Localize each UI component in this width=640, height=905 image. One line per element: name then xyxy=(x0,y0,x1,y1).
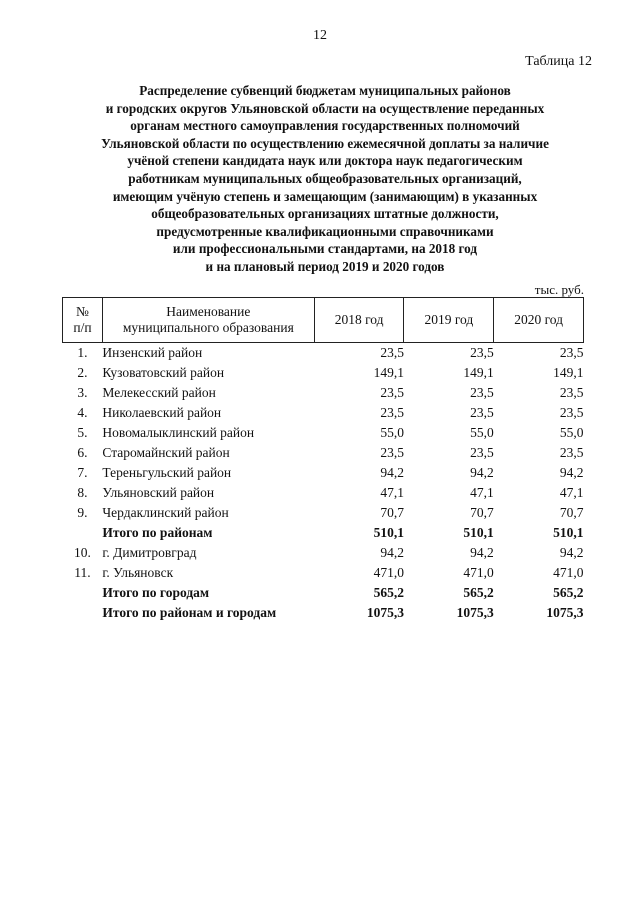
title-line: предусмотренные квалификационными справочниками xyxy=(156,223,494,239)
table-row xyxy=(63,483,584,503)
row-name: Мелекесский район xyxy=(102,385,216,400)
value-2018: 70,7 xyxy=(380,505,404,520)
row-name: г. Димитровград xyxy=(102,545,197,560)
row-name: Чердаклинский район xyxy=(102,505,229,520)
value-2020: 565,2 xyxy=(553,585,584,600)
value-2018: 47,1 xyxy=(380,485,404,500)
row-number: 1. xyxy=(77,345,88,360)
value-2020: 23,5 xyxy=(559,445,584,460)
header-2018: 2018 год xyxy=(314,298,404,343)
total-row xyxy=(63,583,584,603)
table-row xyxy=(63,563,584,583)
table-row xyxy=(63,423,584,443)
value-2018: 23,5 xyxy=(380,345,404,360)
value-2019: 23,5 xyxy=(470,385,494,400)
value-2020: 23,5 xyxy=(559,405,584,420)
value-2019: 471,0 xyxy=(463,565,494,580)
value-2020: 149,1 xyxy=(553,365,584,380)
table-row xyxy=(63,543,584,563)
header-2020: 2020 год xyxy=(494,298,584,343)
title-line: и на плановый период 2019 и 2020 годов xyxy=(205,258,445,274)
row-number: 9. xyxy=(77,505,88,520)
row-name: Новомалыклинский район xyxy=(102,425,255,440)
row-number xyxy=(63,523,103,543)
table-row xyxy=(63,403,584,423)
table-row xyxy=(63,363,584,383)
row-number: 11. xyxy=(74,565,91,580)
value-2019: 565,2 xyxy=(463,585,494,600)
value-2019: 47,1 xyxy=(470,485,494,500)
value-2019: 1075,3 xyxy=(456,605,494,620)
row-number: 4. xyxy=(77,405,88,420)
title-line: учёной степени кандидата наук или доктора наук педагогическим xyxy=(127,153,523,169)
header-2019: 2019 год xyxy=(404,298,494,343)
value-2020: 471,0 xyxy=(553,565,584,580)
value-2018: 94,2 xyxy=(380,465,404,480)
value-2019: 55,0 xyxy=(470,425,494,440)
row-number: 6. xyxy=(77,445,88,460)
table-row xyxy=(63,443,584,463)
value-2019: 23,5 xyxy=(470,445,494,460)
row-name: Кузоватовский район xyxy=(102,365,225,380)
value-2020: 94,2 xyxy=(559,545,584,560)
table-row xyxy=(63,503,584,523)
value-2019: 23,5 xyxy=(470,345,494,360)
value-2020: 47,1 xyxy=(559,485,584,500)
row-name: Инзенский район xyxy=(102,345,203,360)
row-name: Старомайнский район xyxy=(102,445,230,460)
subvention-table xyxy=(62,297,584,623)
row-number: 5. xyxy=(77,425,88,440)
value-2018: 23,5 xyxy=(380,445,404,460)
value-2018: 23,5 xyxy=(380,385,404,400)
header-name: Наименование муниципального образования xyxy=(102,298,314,343)
row-name: Николаевский район xyxy=(102,405,222,420)
row-number: 7. xyxy=(77,465,88,480)
value-2019: 94,2 xyxy=(470,545,494,560)
title-line: или профессиональными стандартами, на 2018 год xyxy=(172,241,478,257)
value-2019: 149,1 xyxy=(463,365,494,380)
value-2018: 471,0 xyxy=(373,565,404,580)
table-row xyxy=(63,463,584,483)
value-2020: 94,2 xyxy=(559,465,584,480)
row-name: Ульяновский район xyxy=(102,485,215,500)
value-2020: 70,7 xyxy=(559,505,584,520)
title-line: имеющим учёную степень и замещающим (занимающим) в указанных xyxy=(112,188,538,204)
row-name: Итого по районам xyxy=(102,525,213,540)
value-2020: 510,1 xyxy=(553,525,584,540)
title-line: Ульяновской области по осуществлению ежемесячной доплаты за наличие xyxy=(101,135,549,151)
row-name: Итого по районам и городам xyxy=(102,605,277,620)
row-number: 8. xyxy=(77,485,88,500)
page-number: 12 xyxy=(313,28,327,43)
row-name: Итого по городам xyxy=(102,585,210,600)
table-title xyxy=(60,82,590,276)
row-number xyxy=(63,583,103,603)
value-2020: 23,5 xyxy=(559,385,584,400)
value-2018: 94,2 xyxy=(380,545,404,560)
title-line: и городских округов Ульяновской области на осуществление переданных xyxy=(105,100,545,116)
row-number: 3. xyxy=(77,385,88,400)
value-2018: 55,0 xyxy=(380,425,404,440)
value-2020: 1075,3 xyxy=(546,605,584,620)
value-2018: 1075,3 xyxy=(366,605,404,620)
title-line: общеобразовательных организациях штатные должности, xyxy=(151,206,499,222)
value-2019: 94,2 xyxy=(470,465,494,480)
value-2020: 23,5 xyxy=(559,345,584,360)
value-2018: 149,1 xyxy=(373,365,404,380)
row-number: 2. xyxy=(77,365,88,380)
total-row xyxy=(63,603,584,623)
row-name: Тереньгульский район xyxy=(102,465,232,480)
title-line: работникам муниципальных общеобразовательных организаций, xyxy=(128,170,522,186)
title-line: Распределение субвенций бюджетам муниципальных районов xyxy=(139,83,511,98)
total-row xyxy=(63,523,584,543)
table-header-row xyxy=(63,298,584,343)
header-number: № п/п xyxy=(63,298,103,343)
row-number xyxy=(63,603,103,623)
row-name: г. Ульяновск xyxy=(102,565,174,580)
title-line: органам местного самоуправления государственных полномочий xyxy=(130,118,520,134)
units-label: тыс. руб. xyxy=(534,282,584,297)
table-row xyxy=(63,383,584,403)
value-2019: 70,7 xyxy=(470,505,494,520)
row-number: 10. xyxy=(74,545,91,560)
value-2019: 23,5 xyxy=(470,405,494,420)
value-2018: 510,1 xyxy=(373,525,404,540)
value-2020: 55,0 xyxy=(559,425,584,440)
value-2018: 565,2 xyxy=(373,585,404,600)
value-2019: 510,1 xyxy=(463,525,494,540)
table-label: Таблица 12 xyxy=(525,54,592,69)
table-row xyxy=(63,343,584,364)
value-2018: 23,5 xyxy=(380,405,404,420)
